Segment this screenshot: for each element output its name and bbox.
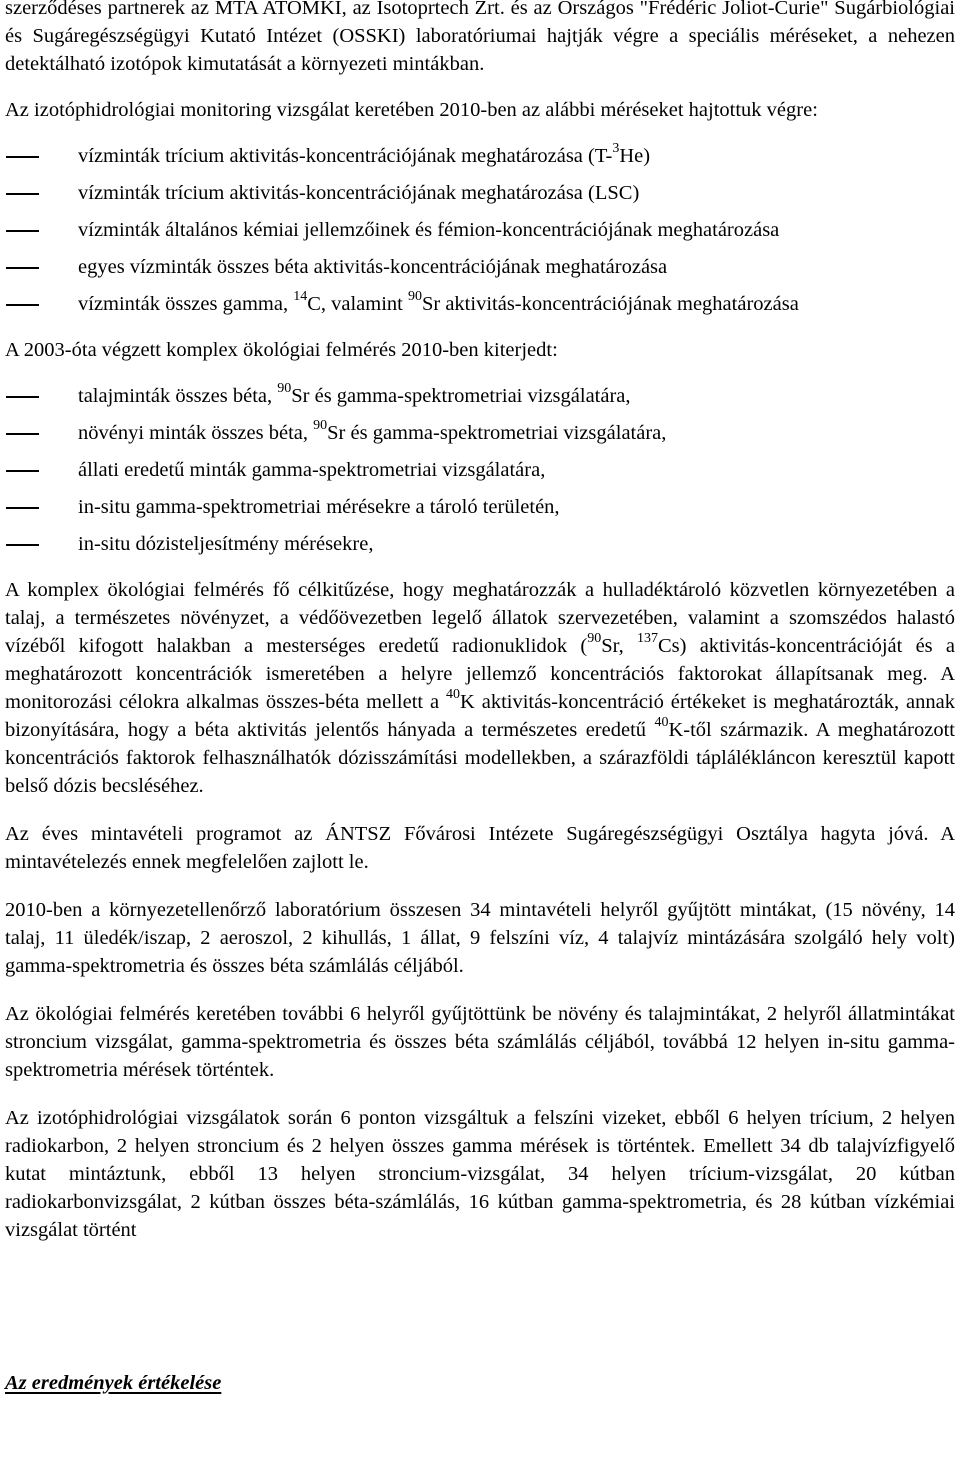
superscript: 90 — [277, 381, 292, 397]
list-item: növényi minták összes béta, $^{90}$Sr és gamma-spektrometriai vizsgálatára, — [5, 419, 955, 447]
hydro-measurement-list — [5, 142, 955, 318]
list-item: talajminták összes béta, $^{90}$Sr és gamma-spektrometriai vizsgálatára, — [5, 382, 955, 410]
list-item: vízminták általános kémiai jellemzőinek és fémion-koncentrációjának meghatározása — [5, 216, 955, 244]
list-item: vízminták összes gamma, $^{14}$C, valamint $^{90}$Sr aktivitás-koncentrációjának meghatározása — [5, 290, 955, 318]
superscript: 40 — [654, 715, 669, 731]
superscript: 3 — [612, 141, 620, 157]
document-page — [5, 0, 955, 1397]
list-item: in-situ gamma-spektrometriai mérésekre a tároló területén, — [5, 493, 955, 521]
list-item: egyes vízminták összes béta aktivitás-koncentrációjának meghatározása — [5, 253, 955, 281]
section-heading: Az eredmények értékelése — [5, 1372, 222, 1394]
approval-paragraph: Az éves mintavételi programot az ÁNTSZ Fővárosi Intézete Sugáregészségügyi Osztálya hagyta jóvá. A mintavételezés ennek megfelelően zajlott le. — [5, 823, 955, 873]
list-item: állati eredetű minták gamma-spektrometriai vizsgálatára, — [5, 456, 955, 484]
intro-paragraph: szerződéses partnerek az MTA ATOMKI, az Isotoprtech Zrt. és az Országos "Frédéric Joliot-Curie" Sugárbiológiai és Sugáregészségügyi Kutató Intézet (OSSKI) laboratóriumai hajtják végre a speciális méréseket, a nehezen detektálható izotópok kimutatását a környezeti mintákban. — [5, 0, 955, 75]
superscript: 14 — [293, 289, 308, 305]
goal-paragraph: A komplex ökológiai felmérés fő célkitűzése, hogy meghatározzák a hulladéktároló közvetlen környezetében a talaj, a természetes növényzet, a védőövezetben legelő állatok szervezetében, valamint a szomszédos halastó vízéből kifogott halakban a mesterséges eredetű radionuklidok ($^{90}$Sr, $^{137}$Cs) aktivitás-koncentrációját és a meghatározott koncentrációk ismeretében a helyre jellemző koncentrációs faktorokat állapítsanak meg. A monitorozási célokra alkalmas összes-béta mellett a $^{40}$K aktivitás-koncentráció értékeket is meghatározták, annak bizonyítására, hogy a béta aktivitás jelentős hányada a természetes eredetű $^{40}$K-től származik. A meghatározott koncentrációs faktorok felhasználhatók dózisszámítási modellekben, a szárazföldi táplálékláncon keresztül kapott belső dózis becsléséhez. — [5, 579, 955, 797]
hydro-intro-paragraph: Az izotóphidrológiai monitoring vizsgálat keretében 2010-ben az alábbi méréseket hajtottuk végre: — [5, 99, 818, 121]
eco-intro-paragraph: A 2003-óta végzett komplex ökológiai felmérés 2010-ben kiterjedt: — [5, 339, 558, 361]
lab-paragraph: 2010-ben a környezetellenőrző laboratórium összesen 34 mintavételi helyről gyűjtött mintákat, (15 növény, 14 talaj, 11 üledék/iszap, 2 aeroszol, 2 kihullás, 1 állat, 9 felszíni víz, 4 talajvíz mintázására szolgáló hely volt) gamma-spektrometria és összes béta számlálás céljából. — [5, 899, 955, 977]
hydro-results-paragraph: Az izotóphidrológiai vizsgálatok során 6 ponton vizsgáltuk a felszíni vizeket, ebből 6 helyen trícium, 2 helyen radiokarbon, 2 helyen stroncium és 2 helyen összes gamma mérések is történtek. Emellett 34 db talajvízfigyelő kutat mintáztunk, ebből 13 helyen stroncium-vizsgálat, 34 helyen trícium-vizsgálat, 20 kútban radiokarbonvizsgálat, 2 kútban összes béta-számlálás, 16 kútban gamma-spektrometria, és 28 kútban vízkémiai vizsgálat történt — [5, 1107, 955, 1241]
superscript: 90 — [407, 289, 422, 305]
eco-survey-list — [5, 382, 955, 558]
superscript: 137 — [636, 631, 658, 647]
list-item: vízminták trícium aktivitás-koncentrációjának meghatározása (T-$^3$He) — [5, 142, 955, 170]
list-item: in-situ dózisteljesítmény mérésekre, — [5, 530, 955, 558]
list-item: vízminták trícium aktivitás-koncentrációjának meghatározása (LSC) — [5, 179, 955, 207]
superscript: 90 — [313, 418, 328, 434]
superscript: 90 — [587, 631, 602, 647]
superscript: 40 — [446, 687, 461, 703]
eco-survey-paragraph: Az ökológiai felmérés keretében további 6 helyről gyűjtöttünk be növény és talajmintákat, 2 helyről állatmintákat stroncium vizsgálat, gamma-spektrometria és összes béta számlálás céljából, továbbá 12 helyen in-situ gamma-spektrometria mérések történtek. — [5, 1003, 955, 1081]
